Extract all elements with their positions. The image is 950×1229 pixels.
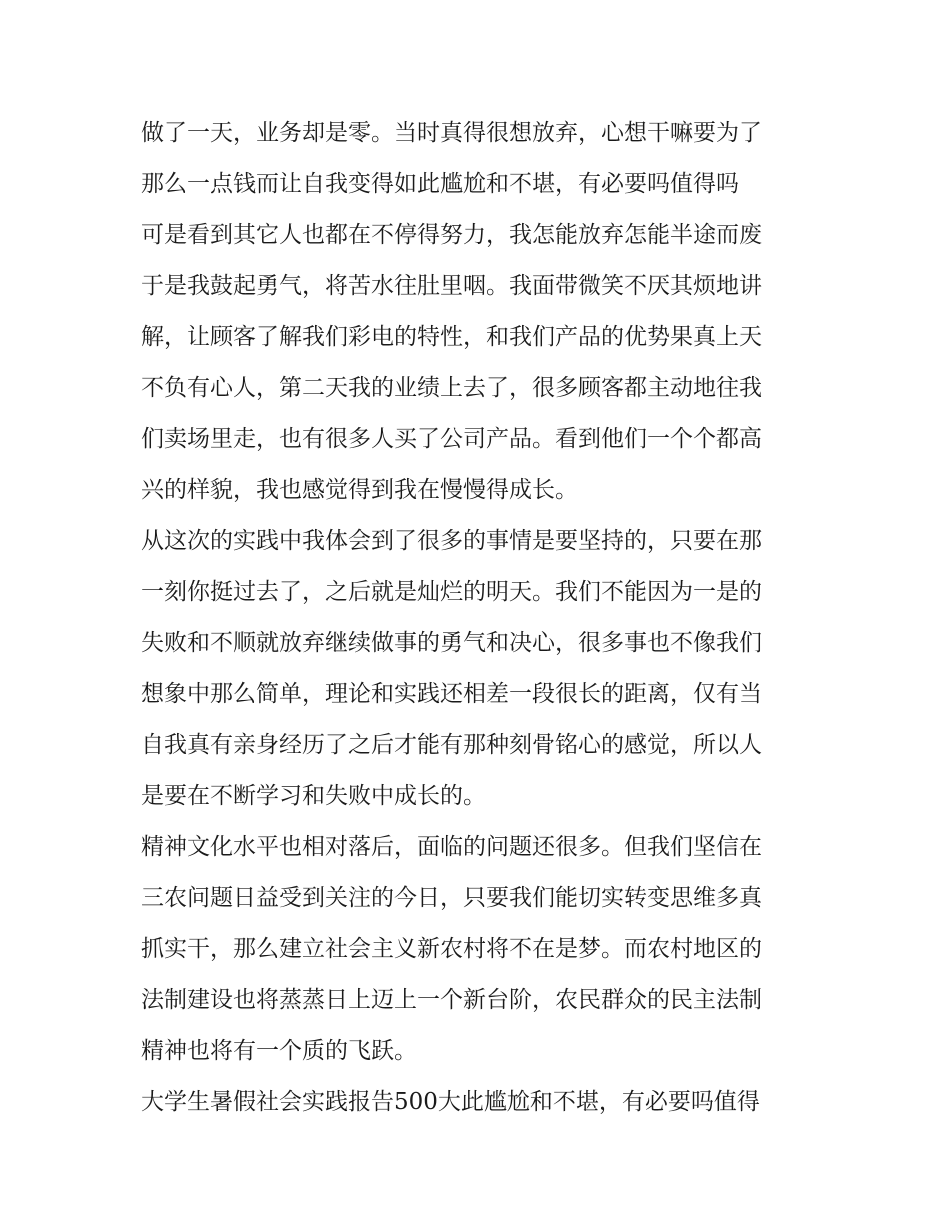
text-line-5: 解，让顾客了解我们彩电的特性，和我们产品的优势果真上天 [141,324,762,350]
text-line-17: 抓实干，那么建立社会主义新农村将不在是梦。而农村地区的 [141,936,762,962]
text-line-4: 于是我鼓起勇气，将苦水往肚里咽。我面带微笑不厌其烦地讲 [141,273,762,299]
text-line-18: 法制建设也将蒸蒸日上迈上一个新台阶，农民群众的民主法制 [141,987,762,1013]
body-text [141,108,821,1128]
text-line-2: 那么一点钱而让自我变得如此尴尬和不堪，有必要吗值得吗 [141,171,739,197]
text-line-19: 精神也将有一个质的飞跃。 [141,1038,417,1064]
text-line-14: 是要在不断学习和失败中成长的。 [141,783,486,809]
text-line-6: 不负有心人，第二天我的业绩上去了，很多顾客都主动地往我 [141,375,762,401]
text-line-7: 们卖场里走，也有很多人买了公司产品。看到他们一个个都高 [141,426,762,452]
text-line-11: 失败和不顺就放弃继续做事的勇气和决心，很多事也不像我们 [141,630,762,656]
text-line-9: 从这次的实践中我体会到了很多的事情是要坚持的，只要在那 [141,528,762,554]
text-line-1: 做了一天，业务却是零。当时真得很想放弃，心想干嘛要为了 [141,120,762,146]
text-line-15: 精神文化水平也相对落后，面临的问题还很多。但我们坚信在 [141,834,762,860]
text-line-10: 一刻你挺过去了，之后就是灿烂的明天。我们不能因为一是的 [141,579,762,605]
text-line-13: 自我真有亲身经历了之后才能有那种刻骨铭心的感觉，所以人 [141,732,762,758]
text-line-20: 大学生暑假社会实践报告500大此尴尬和不堪，有必要吗值得 [141,1089,760,1115]
text-line-16: 三农问题日益受到关注的今日，只要我们能切实转变思维多真 [141,885,762,911]
text-line-3: 可是看到其它人也都在不停得努力，我怎能放弃怎能半途而废 [141,222,762,248]
text-line-8: 兴的样貌，我也感觉得到我在慢慢得成长。 [141,477,578,503]
text-line-12: 想象中那么简单，理论和实践还相差一段很长的距离，仅有当 [141,681,762,707]
